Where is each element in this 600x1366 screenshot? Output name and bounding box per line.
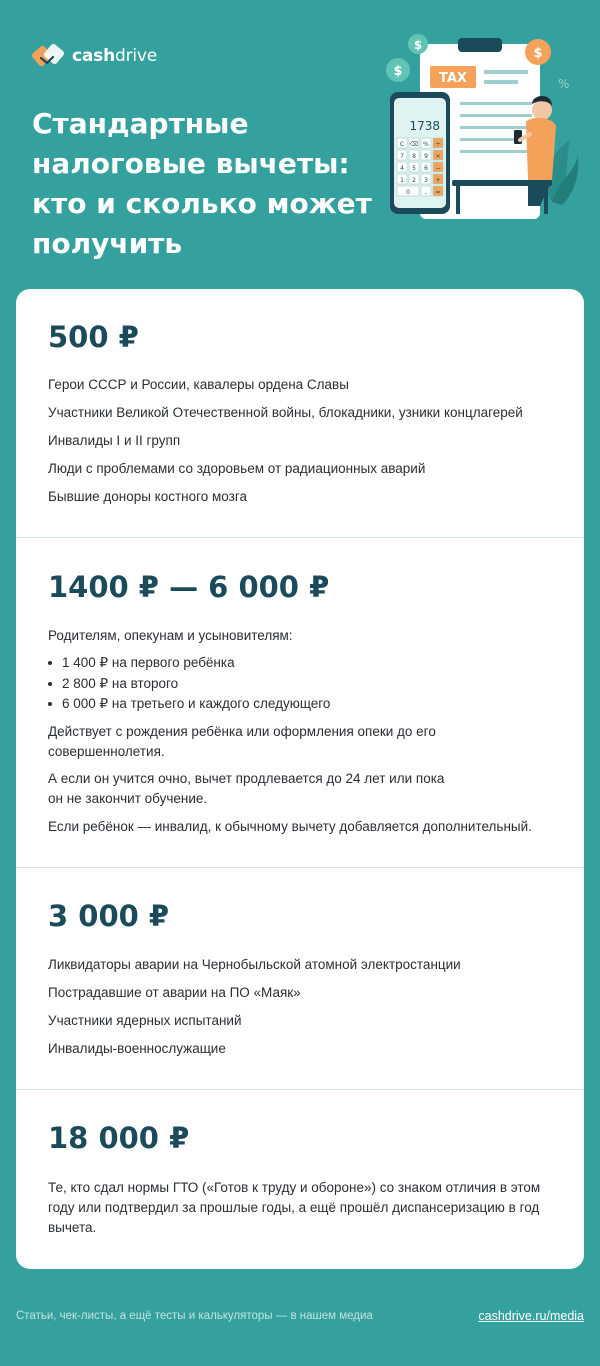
svg-text:,: ,: [425, 189, 427, 196]
section-heading: 18 000 ₽: [48, 1121, 190, 1155]
svg-text:0: 0: [406, 189, 410, 196]
bullet-icon: [48, 682, 52, 686]
svg-text:+: +: [435, 177, 441, 184]
svg-text:=: =: [435, 189, 441, 196]
list-item: Участники Великой Отечественной войны, блокадники, узники концлагерей: [48, 405, 523, 420]
section-divider: [16, 1089, 584, 1090]
svg-text:1738: 1738: [409, 119, 440, 133]
bullet-item: 6 000 ₽ на третьего и каждого следующего: [36, 694, 330, 714]
list-item: Ликвидаторы аварии на Чернобыльской атомной электростанции: [48, 957, 461, 972]
svg-text:$: $: [413, 38, 423, 52]
paragraph-line: Те, кто сдал нормы ГТО («Готов к труду и обороне») со знаком отличия в этом: [48, 1180, 541, 1195]
svg-text:9: 9: [424, 153, 428, 160]
paragraph-line: году или подтвердил за прошлые годы, а ещё прошёл диспансеризацию в год: [48, 1200, 540, 1215]
section-heading: 3 000 ₽: [48, 899, 170, 933]
brand-name: cashdrive: [72, 46, 158, 66]
paragraph-line: Если ребёнок — инвалид, к обычному вычету добавляется дополнительный.: [48, 819, 532, 834]
svg-text:6: 6: [424, 165, 428, 172]
media-link[interactable]: cashdrive.ru/media: [478, 1309, 584, 1323]
svg-text:%: %: [423, 141, 429, 148]
section-intro: Родителям, опекунам и усыновителям:: [48, 628, 293, 643]
bullet-item: 1 400 ₽ на первого ребёнка: [36, 653, 235, 673]
list-item: Инвалиды-военнослужащие: [48, 1041, 226, 1056]
paragraph-line: он не закончит обучение.: [48, 791, 208, 806]
list-item: Герои СССР и России, кавалеры ордена Славы: [48, 377, 349, 392]
tax-illustration: [380, 30, 580, 225]
section-divider: [16, 537, 584, 538]
bullet-icon: [48, 702, 52, 706]
paragraph-line: Действует с рождения ребёнка или оформления опеки до его: [48, 724, 436, 739]
svg-text:4: 4: [400, 165, 404, 172]
bullet-icon: [48, 661, 52, 665]
footer-text: Статьи, чек-листы, а ещё тесты и калькуляторы — в нашем медиа: [16, 1310, 373, 1322]
section-heading: 1400 ₽ — 6 000 ₽: [48, 570, 330, 604]
svg-text:2: 2: [412, 177, 416, 184]
svg-text:1: 1: [400, 177, 404, 184]
svg-text:$: $: [393, 64, 403, 79]
svg-text:TAX: TAX: [439, 71, 467, 86]
svg-text:÷: ÷: [435, 141, 441, 148]
svg-text:7: 7: [400, 153, 404, 160]
svg-text:5: 5: [412, 165, 416, 172]
list-item: Бывшие доноры костного мозга: [48, 489, 247, 504]
paragraph-line: совершеннолетия.: [48, 744, 165, 759]
svg-text:$: $: [533, 46, 543, 61]
paragraph-line: вычета.: [48, 1220, 97, 1235]
svg-text:×: ×: [435, 153, 441, 160]
section-heading: 500 ₽: [48, 320, 139, 354]
svg-text:C: C: [399, 141, 405, 148]
section-divider: [16, 867, 584, 868]
handshake-logo-icon: [32, 40, 66, 72]
list-item: Участники ядерных испытаний: [48, 1013, 242, 1028]
svg-text:3: 3: [424, 177, 428, 184]
svg-text:8: 8: [412, 153, 416, 160]
bullet-item: 2 800 ₽ на второго: [36, 674, 178, 694]
page-title: Стандартные налоговые вычеты: кто и сколько может получить: [32, 107, 372, 260]
paragraph-line: А если он учится очно, вычет продлевается до 24 лет или пока: [48, 771, 445, 786]
deductions-card: [16, 289, 584, 1269]
svg-text:−: −: [435, 165, 441, 172]
svg-text:%: %: [558, 77, 570, 91]
svg-text:⌫: ⌫: [409, 141, 419, 148]
list-item: Инвалиды I и II групп: [48, 433, 181, 448]
brand-logo[interactable]: [32, 40, 157, 72]
list-item: Пострадавшие от аварии на ПО «Маяк»: [48, 985, 301, 1000]
list-item: Люди с проблемами со здоровьем от радиационных аварий: [48, 461, 426, 476]
